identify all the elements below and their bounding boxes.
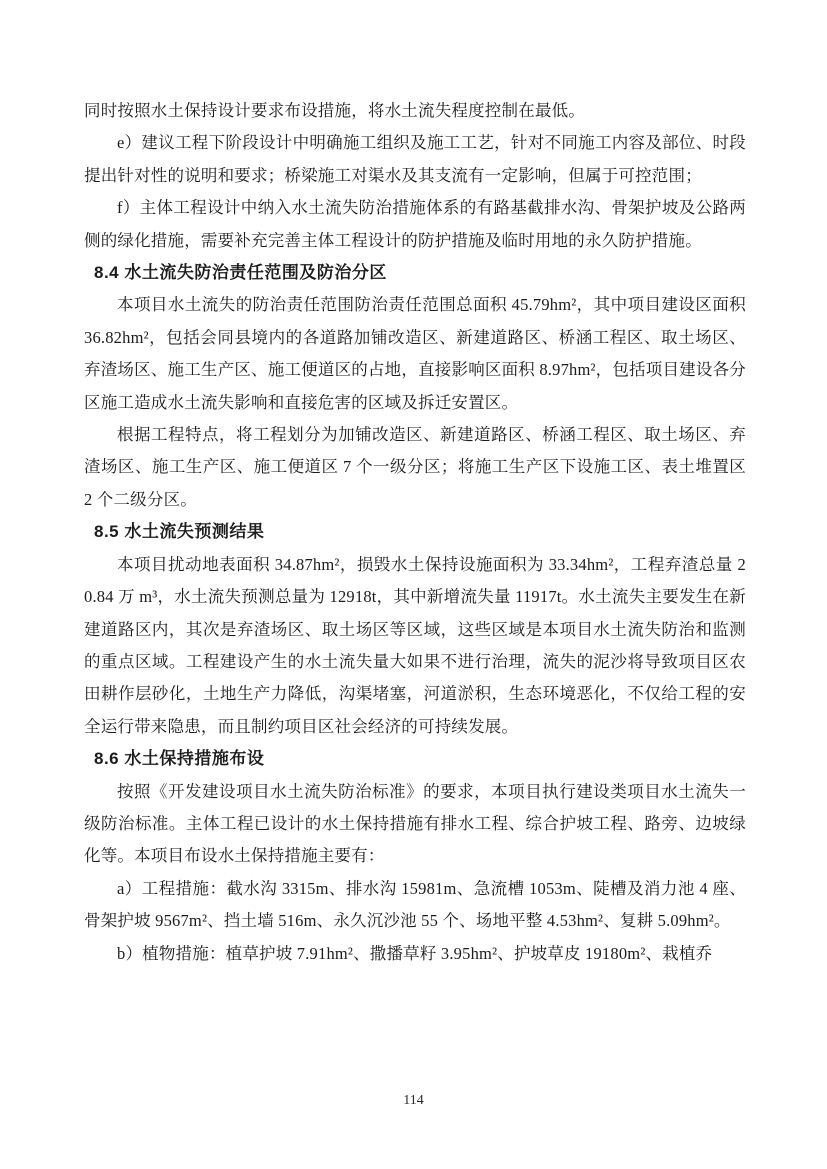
paragraph-responsibility-scope: 本项目水土流失的防治责任范围防治责任范围总面积 45.79hm²，其中项目建设区面积 36.82hm²，包括会同县境内的各道路加铺改造区、新建道路区、桥涵工程区、取土场区、弃渣场区、施工生产区、施工便道区的占地，直接影响区面积 8.97hm²，包括项目建设各分区施工造成水土流失影响和直接危害的区域及拆迁安置区。 xyxy=(84,295,746,412)
section-heading-8-5: 8.5 水土流失预测结果 xyxy=(94,522,265,542)
paragraph-measures-intro: 按照《开发建设项目水土流失防治标准》的要求，本项目执行建设类项目水土流失一级防治标准。主体工程已设计的水土保持措施有排水工程、综合护坡工程、路旁、边坡绿化等。本项目布设水土保持措施主要有： xyxy=(84,781,746,866)
paragraph-prediction-results: 本项目扰动地表面积 34.87hm²，损毁水土保持设施面积为 33.34hm²，工程弃渣总量 20.84 万 m³，水土流失预测总量为 12918t，其中新增流失量 11917t。水土流失主要发生在新建道路区内，其次是弃渣场区、取土场区等区域，这些区域是本项目水土流失防治和监测的重点区域。工程建设产生的水土流失量大如果不进行治理，流失的泥沙将导致项目区农田耕作层砂化，土地生产力降低，沟渠堵塞，河道淤积，生态环境恶化，不仅给工程的安全运行带来隐患，而且制约项目区社会经济的可持续发展。 xyxy=(84,554,746,736)
paragraph-item-f: f）主体工程设计中纳入水土流失防治措施体系的有路基截排水沟、骨架护坡及公路两侧的绿化措施，需要补充完善主体工程设计的防护措施及临时用地的永久防护措施。 xyxy=(84,198,746,250)
page-number: 114 xyxy=(403,1093,424,1108)
paragraph-plant-measures: b）植物措施：植草护坡 7.91hm²、撒播草籽 3.95hm²、护坡草皮 19180m²、栽植乔 xyxy=(117,943,713,963)
paragraph-continuation: 同时按照水土保持设计要求布设措施，将水土流失程度控制在最低。 xyxy=(84,101,585,120)
paragraph-item-e: e）建议工程下阶段设计中明确施工组织及施工工艺，针对不同施工内容及部位、时段提出针对性的说明和要求；桥梁施工对渠水及其支流有一定影响，但属于可控范围； xyxy=(84,133,746,185)
page-content xyxy=(84,95,746,970)
section-heading-8-4: 8.4 水土流失防治责任范围及防治分区 xyxy=(94,263,387,283)
paragraph-zoning: 根据工程特点，将工程划分为加铺改造区、新建道路区、桥涵工程区、取土场区、弃渣场区、施工生产区、施工便道区 7 个一级分区；将施工生产区下设施工区、表土堆置区 2 个二级分区。 xyxy=(84,425,746,509)
section-heading-8-6: 8.6 水土保持措施布设 xyxy=(94,749,265,769)
paragraph-engineering-measures: a）工程措施：截水沟 3315m、排水沟 15981m、急流槽 1053m、陡槽及消力池 4 座、骨架护坡 9567m²、挡土墙 516m、永久沉沙池 55 个、场地平整 4.53hm²、复耕 5.09hm²。 xyxy=(84,878,746,931)
